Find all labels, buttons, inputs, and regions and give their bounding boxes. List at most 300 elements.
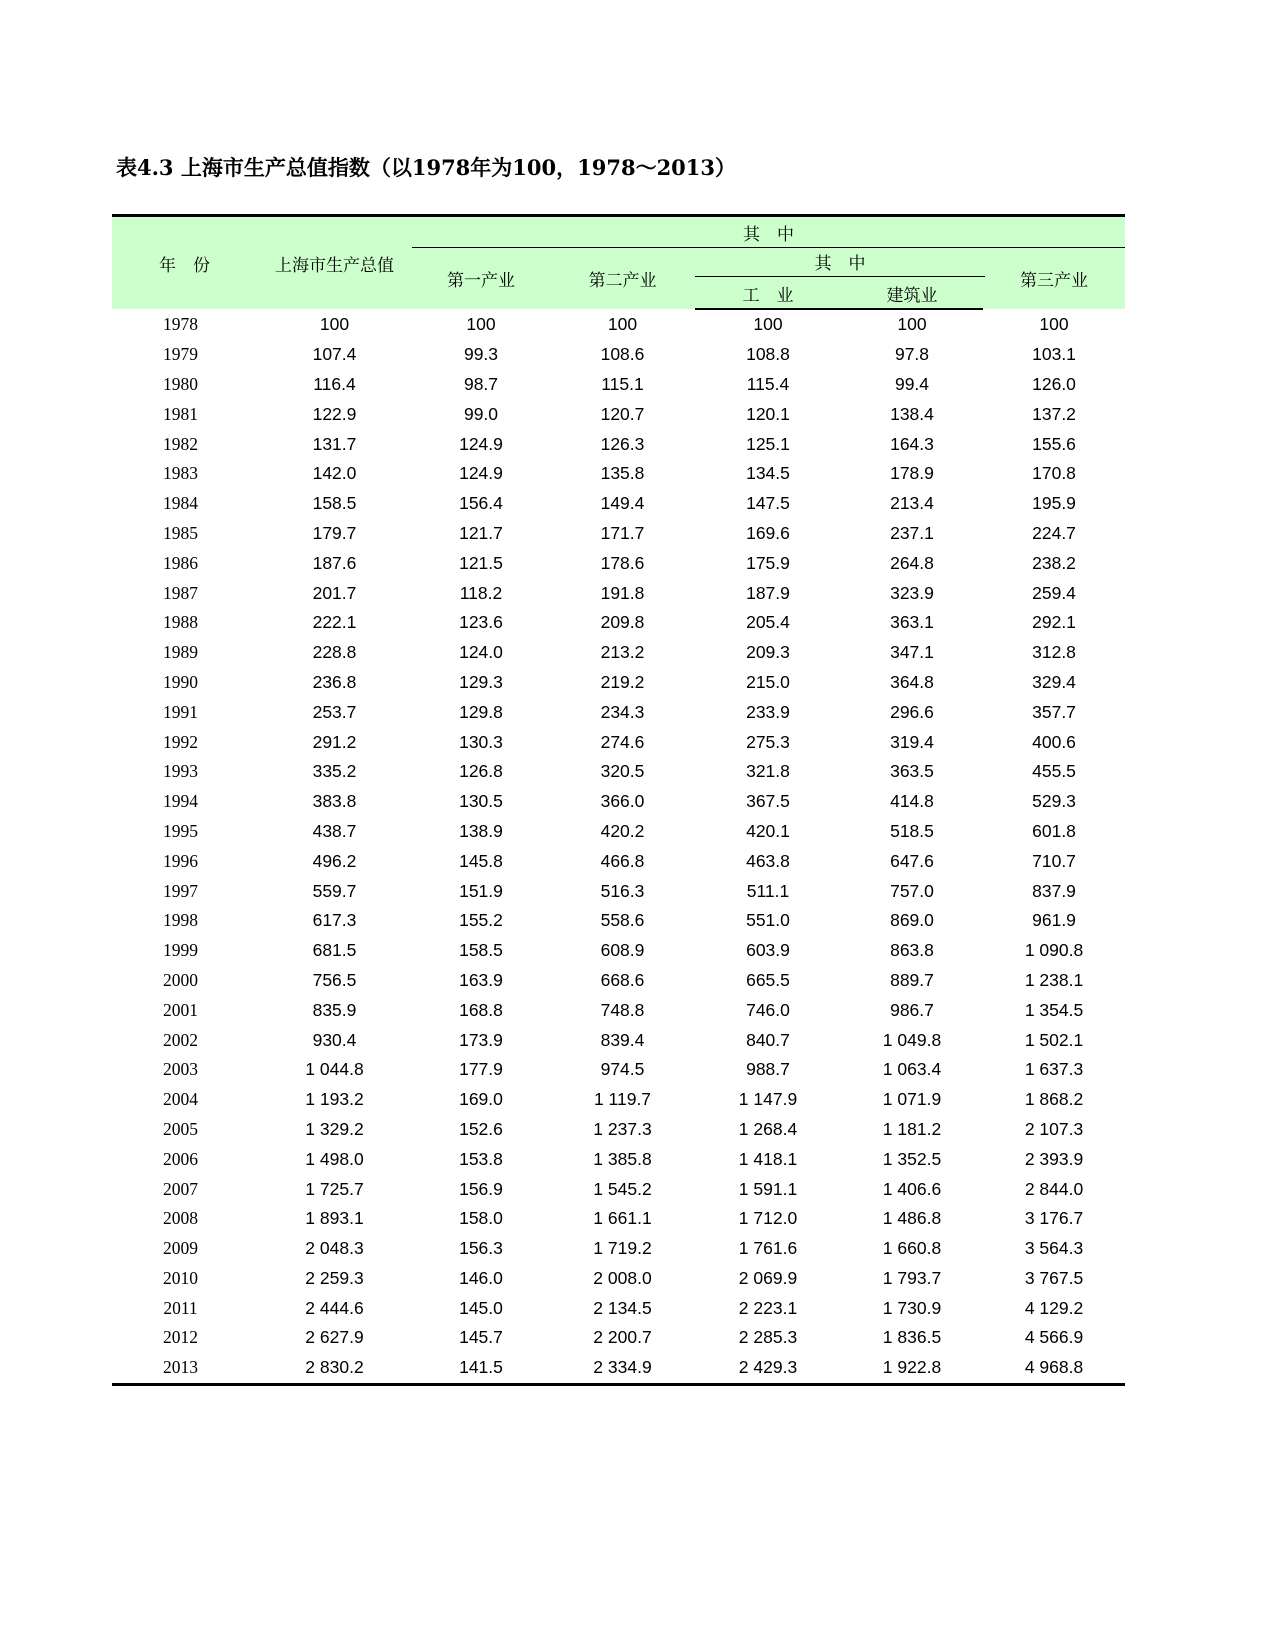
cell-year: 1987 <box>163 582 198 603</box>
header-year: 年 份 <box>112 216 257 310</box>
table-row <box>112 757 1125 787</box>
cell-year: 1986 <box>163 552 198 573</box>
cell-industry: 233.9 <box>746 701 790 722</box>
cell-tertiary: 357.7 <box>1032 701 1076 722</box>
cell-industry: 1 591.1 <box>738 1178 798 1199</box>
cell-secondary: 516.3 <box>600 880 645 901</box>
cell-industry: 205.4 <box>746 612 790 633</box>
header-of-which: 其 中 <box>412 216 1125 248</box>
cell-total: 930.4 <box>312 1029 357 1050</box>
cell-primary: 169.0 <box>459 1089 503 1110</box>
cell-primary: 118.2 <box>459 582 503 603</box>
cell-construction: 757.0 <box>890 880 934 901</box>
table-row <box>112 1055 1125 1085</box>
cell-secondary: 100 <box>607 313 638 334</box>
cell-industry: 511.1 <box>746 880 790 901</box>
cell-secondary: 209.8 <box>600 612 645 633</box>
cell-construction: 347.1 <box>890 642 934 663</box>
cell-secondary: 1 385.8 <box>593 1148 652 1169</box>
cell-primary: 124.0 <box>459 642 503 663</box>
cell-total: 383.8 <box>312 791 357 812</box>
table-row <box>112 876 1125 906</box>
cell-secondary: 1 119.7 <box>593 1089 652 1110</box>
cell-construction: 1 836.5 <box>882 1327 942 1348</box>
table-row <box>112 1234 1125 1264</box>
cell-tertiary: 2 844.0 <box>1024 1178 1084 1199</box>
cell-primary: 151.9 <box>459 880 503 901</box>
cell-secondary: 108.6 <box>600 344 645 365</box>
cell-year: 2005 <box>163 1118 198 1139</box>
cell-total: 756.5 <box>312 969 357 990</box>
cell-secondary: 839.4 <box>600 1029 645 1050</box>
cell-secondary: 2 334.9 <box>550 1353 695 1384</box>
cell-total: 1 893.1 <box>305 1208 364 1229</box>
table-row <box>112 1204 1125 1234</box>
table-row <box>112 1264 1125 1294</box>
cell-secondary: 115.1 <box>601 373 644 394</box>
cell-year: 1994 <box>163 791 198 812</box>
cell-year: 1995 <box>163 820 198 841</box>
cell-total: 2 830.2 <box>257 1353 412 1384</box>
cell-total: 116.4 <box>313 373 356 394</box>
cell-total: 559.7 <box>312 880 357 901</box>
cell-secondary: 1 237.3 <box>593 1118 652 1139</box>
cell-primary: 141.5 <box>412 1353 550 1384</box>
cell-year: 1983 <box>163 463 198 484</box>
cell-construction: 414.8 <box>890 791 934 812</box>
cell-industry: 1 147.9 <box>738 1089 798 1110</box>
table-row <box>112 578 1125 608</box>
cell-total: 2 048.3 <box>305 1238 364 1259</box>
cell-industry: 100 <box>753 314 783 335</box>
cell-total: 158.5 <box>312 493 357 514</box>
header-of-which-secondary-label: 其 中 <box>695 249 985 277</box>
cell-tertiary: 4 129.2 <box>1024 1297 1084 1318</box>
cell-construction: 1 063.4 <box>882 1059 942 1080</box>
cell-total: 228.8 <box>312 642 357 663</box>
cell-total: 100 <box>319 313 350 334</box>
cell-construction: 1 922.8 <box>841 1353 983 1384</box>
cell-year: 1980 <box>163 373 198 394</box>
cell-total: 291.2 <box>312 731 357 752</box>
cell-industry: 988.7 <box>746 1059 790 1080</box>
cell-primary: 158.5 <box>459 940 503 961</box>
cell-construction: 99.4 <box>894 373 930 394</box>
cell-tertiary: 259.4 <box>1032 582 1076 603</box>
cell-primary: 156.9 <box>459 1178 503 1199</box>
cell-primary: 155.2 <box>459 910 503 931</box>
cell-tertiary: 1 238.1 <box>1024 969 1084 990</box>
cell-year: 2003 <box>163 1059 198 1080</box>
cell-total: 107.4 <box>312 344 357 365</box>
cell-year: 2011 <box>163 1297 198 1318</box>
cell-total: 617.3 <box>312 910 357 931</box>
cell-primary: 168.8 <box>459 999 503 1020</box>
cell-total: 253.7 <box>312 701 357 722</box>
table-row <box>112 519 1125 549</box>
table-row <box>112 489 1125 519</box>
cell-year: 1984 <box>163 493 198 514</box>
cell-secondary: 608.9 <box>600 940 645 961</box>
cell-year: 2010 <box>163 1267 198 1288</box>
cell-total: 2 259.3 <box>305 1267 364 1288</box>
cell-primary: 145.7 <box>459 1327 503 1348</box>
cell-secondary: 149.4 <box>600 493 645 514</box>
cell-year: 2012 <box>163 1327 198 1348</box>
cell-tertiary: 195.9 <box>1032 493 1076 514</box>
cell-primary: 121.7 <box>459 522 503 543</box>
table-row <box>112 995 1125 1025</box>
cell-tertiary: 224.7 <box>1032 522 1076 543</box>
header-primary: 第一产业 <box>412 248 550 310</box>
cell-year: 2001 <box>163 999 198 1020</box>
cell-primary: 145.0 <box>459 1297 503 1318</box>
cell-primary: 156.3 <box>459 1238 503 1259</box>
table-header <box>112 216 1125 310</box>
table-row <box>112 727 1125 757</box>
cell-construction: 363.5 <box>890 761 934 782</box>
table-row <box>112 1115 1125 1145</box>
cell-year: 2009 <box>163 1238 198 1259</box>
cell-tertiary: 2 393.9 <box>1024 1148 1084 1169</box>
cell-total: 142.0 <box>312 463 357 484</box>
cell-construction: 1 486.8 <box>882 1208 942 1229</box>
cell-industry: 115.4 <box>746 373 790 394</box>
cell-year: 2004 <box>163 1089 198 1110</box>
cell-primary: 98.7 <box>463 373 499 394</box>
cell-total: 236.8 <box>312 671 357 692</box>
cell-tertiary: 1 502.1 <box>1024 1029 1084 1050</box>
cell-construction: 986.7 <box>890 999 934 1020</box>
cell-total: 187.6 <box>312 552 357 573</box>
cell-tertiary: 100 <box>1039 313 1069 334</box>
cell-total: 222.1 <box>312 612 357 633</box>
table-row <box>112 1144 1125 1174</box>
cell-tertiary: 2 107.3 <box>1024 1118 1084 1139</box>
cell-primary: 99.3 <box>463 344 499 365</box>
cell-secondary: 320.5 <box>600 761 645 782</box>
cell-industry: 840.7 <box>746 1029 790 1050</box>
cell-total: 1 498.0 <box>305 1148 364 1169</box>
cell-total: 131.7 <box>312 433 357 454</box>
cell-year: 1989 <box>163 642 198 663</box>
cell-tertiary: 238.2 <box>1032 552 1076 573</box>
cell-year: 2007 <box>163 1178 198 1199</box>
cell-primary: 129.8 <box>459 701 503 722</box>
cell-secondary: 274.6 <box>600 731 645 752</box>
cell-construction: 264.8 <box>890 552 934 573</box>
cell-construction: 869.0 <box>890 910 934 931</box>
header-total: 上海市生产总值 <box>257 216 412 310</box>
cell-industry: 108.8 <box>746 344 790 365</box>
cell-tertiary: 3 564.3 <box>1024 1238 1084 1259</box>
cell-secondary: 191.8 <box>600 582 645 603</box>
cell-total: 122.9 <box>312 403 357 424</box>
cell-tertiary: 170.8 <box>1032 463 1076 484</box>
cell-year: 1990 <box>163 671 198 692</box>
cell-tertiary: 601.8 <box>1032 820 1076 841</box>
cell-total: 496.2 <box>312 850 357 871</box>
cell-tertiary: 837.9 <box>1032 880 1076 901</box>
cell-year: 1985 <box>163 522 198 543</box>
cell-year: 1981 <box>163 403 198 424</box>
cell-total: 835.9 <box>312 999 357 1020</box>
cell-tertiary: 961.9 <box>1032 910 1076 931</box>
cell-industry: 603.9 <box>746 940 790 961</box>
table-row <box>112 1323 1125 1353</box>
cell-total: 2 444.6 <box>305 1297 364 1318</box>
cell-year: 2006 <box>163 1148 198 1169</box>
cell-total: 438.7 <box>312 820 357 841</box>
cell-tertiary: 137.2 <box>1032 403 1076 424</box>
cell-construction: 138.4 <box>890 403 934 424</box>
cell-construction: 1 660.8 <box>882 1238 942 1259</box>
cell-construction: 164.3 <box>890 433 934 454</box>
cell-construction: 178.9 <box>890 463 934 484</box>
table-row <box>112 429 1125 459</box>
cell-secondary: 171.7 <box>600 522 645 543</box>
cell-primary: 146.0 <box>459 1267 503 1288</box>
table-row <box>112 936 1125 966</box>
cell-total: 1 193.2 <box>305 1089 364 1110</box>
cell-secondary: 219.2 <box>600 671 645 692</box>
cell-industry: 215.0 <box>746 671 790 692</box>
cell-industry: 2 223.1 <box>738 1297 798 1318</box>
cell-primary: 138.9 <box>459 820 503 841</box>
table-body <box>112 309 1125 1384</box>
cell-construction: 889.7 <box>890 969 934 990</box>
cell-total: 1 044.8 <box>305 1059 364 1080</box>
cell-year: 2013 <box>112 1353 257 1384</box>
table-row <box>112 906 1125 936</box>
table-row <box>112 1085 1125 1115</box>
cell-industry: 1 761.6 <box>738 1238 798 1259</box>
cell-year: 2000 <box>163 969 198 990</box>
gdp-index-table-container <box>112 214 1125 1386</box>
cell-construction: 1 406.6 <box>882 1178 942 1199</box>
cell-tertiary: 400.6 <box>1032 731 1076 752</box>
table-row <box>112 846 1125 876</box>
table-row <box>112 1353 1125 1384</box>
cell-secondary: 126.3 <box>600 433 645 454</box>
cell-secondary: 178.6 <box>600 552 645 573</box>
cell-construction: 100 <box>897 314 927 335</box>
cell-construction: 647.6 <box>890 850 934 871</box>
table-row <box>112 1293 1125 1323</box>
cell-tertiary: 1 868.2 <box>1024 1089 1084 1110</box>
cell-year: 1991 <box>163 701 198 722</box>
cell-construction: 213.4 <box>890 493 934 514</box>
table-row <box>112 966 1125 996</box>
cell-primary: 145.8 <box>459 850 503 871</box>
cell-year: 2002 <box>163 1029 198 1050</box>
cell-secondary: 120.7 <box>600 403 645 424</box>
cell-primary: 130.3 <box>459 731 503 752</box>
cell-construction: 97.8 <box>894 344 930 365</box>
cell-industry: 746.0 <box>746 999 790 1020</box>
cell-secondary: 748.8 <box>600 999 645 1020</box>
cell-tertiary: 3 767.5 <box>1024 1267 1084 1288</box>
table-row <box>112 787 1125 817</box>
table-row <box>112 340 1125 370</box>
cell-primary: 158.0 <box>459 1208 503 1229</box>
cell-industry: 1 712.0 <box>738 1208 798 1229</box>
cell-primary: 173.9 <box>459 1029 503 1050</box>
cell-primary: 152.6 <box>459 1118 503 1139</box>
cell-primary: 121.5 <box>459 552 503 573</box>
cell-primary: 123.6 <box>459 612 503 633</box>
cell-secondary: 213.2 <box>600 642 645 663</box>
cell-year: 2008 <box>163 1208 198 1229</box>
cell-secondary: 2 134.5 <box>593 1297 652 1318</box>
cell-construction: 323.9 <box>890 582 934 603</box>
cell-secondary: 2 200.7 <box>593 1327 652 1348</box>
cell-industry: 120.1 <box>746 403 790 424</box>
cell-construction: 1 181.2 <box>882 1118 942 1139</box>
gdp-index-table <box>112 214 1125 1386</box>
cell-industry: 275.3 <box>746 731 790 752</box>
table-row <box>112 548 1125 578</box>
cell-tertiary: 1 354.5 <box>1024 999 1084 1020</box>
cell-year: 1997 <box>163 880 198 901</box>
cell-industry: 463.8 <box>746 850 790 871</box>
cell-tertiary: 312.8 <box>1032 642 1076 663</box>
cell-secondary: 1 661.1 <box>593 1208 652 1229</box>
cell-secondary: 135.8 <box>600 463 645 484</box>
table-row <box>112 697 1125 727</box>
cell-total: 335.2 <box>312 761 357 782</box>
cell-industry: 1 268.4 <box>738 1118 798 1139</box>
cell-year: 1999 <box>163 940 198 961</box>
cell-secondary: 1 545.2 <box>593 1178 652 1199</box>
cell-secondary: 558.6 <box>600 910 645 931</box>
cell-industry: 1 418.1 <box>738 1148 798 1169</box>
table-row <box>112 817 1125 847</box>
cell-construction: 363.1 <box>890 612 934 633</box>
table-row <box>112 1174 1125 1204</box>
cell-construction: 237.1 <box>890 522 934 543</box>
cell-industry: 367.5 <box>746 791 790 812</box>
cell-year: 1998 <box>163 910 198 931</box>
cell-industry: 134.5 <box>746 463 790 484</box>
cell-tertiary: 329.4 <box>1032 671 1076 692</box>
table-row <box>112 370 1125 400</box>
cell-industry: 187.9 <box>746 582 790 603</box>
cell-primary: 124.9 <box>459 463 503 484</box>
cell-primary: 126.8 <box>459 761 503 782</box>
table-title: 表4.3 上海市生产总值指数（以1978年为100，1978～2013） <box>116 155 737 180</box>
cell-construction: 1 793.7 <box>882 1267 942 1288</box>
cell-construction: 319.4 <box>890 731 934 752</box>
table-row <box>112 399 1125 429</box>
cell-industry: 2 285.3 <box>738 1327 798 1348</box>
cell-industry: 665.5 <box>746 969 790 990</box>
cell-year: 1979 <box>163 344 198 365</box>
cell-secondary: 974.5 <box>600 1059 645 1080</box>
cell-industry: 169.6 <box>746 522 790 543</box>
cell-construction: 1 049.8 <box>882 1029 942 1050</box>
cell-tertiary: 292.1 <box>1032 612 1076 633</box>
cell-total: 681.5 <box>312 940 357 961</box>
cell-primary: 100 <box>466 313 496 334</box>
cell-industry: 147.5 <box>746 493 790 514</box>
cell-tertiary: 103.1 <box>1032 344 1076 365</box>
cell-tertiary: 3 176.7 <box>1024 1208 1084 1229</box>
cell-industry: 321.8 <box>746 761 790 782</box>
cell-tertiary: 1 090.8 <box>1024 940 1084 961</box>
cell-year: 1996 <box>163 850 198 871</box>
table-row <box>112 608 1125 638</box>
cell-primary: 156.4 <box>459 493 503 514</box>
header-construction: 建筑业 <box>841 278 983 309</box>
cell-construction: 518.5 <box>890 820 934 841</box>
cell-industry: 420.1 <box>746 820 790 841</box>
cell-industry: 2 429.3 <box>695 1353 841 1384</box>
header-secondary: 第二产业 <box>550 248 695 310</box>
cell-secondary: 2 008.0 <box>593 1267 652 1288</box>
cell-primary: 153.8 <box>459 1148 503 1169</box>
cell-secondary: 466.8 <box>600 850 645 871</box>
cell-tertiary: 1 637.3 <box>1024 1059 1084 1080</box>
cell-construction: 364.8 <box>890 671 934 692</box>
cell-secondary: 234.3 <box>600 701 645 722</box>
cell-primary: 124.9 <box>459 433 503 454</box>
header-of-which-secondary <box>695 248 983 279</box>
cell-tertiary: 4 968.8 <box>983 1353 1125 1384</box>
cell-construction: 296.6 <box>890 701 934 722</box>
cell-construction: 863.8 <box>890 940 934 961</box>
table-row <box>112 1025 1125 1055</box>
cell-tertiary: 710.7 <box>1032 850 1076 871</box>
table-row <box>112 309 1125 340</box>
cell-secondary: 366.0 <box>600 791 645 812</box>
cell-construction: 1 352.5 <box>882 1148 942 1169</box>
cell-tertiary: 155.6 <box>1032 433 1076 454</box>
cell-construction: 1 071.9 <box>882 1089 942 1110</box>
cell-primary: 129.3 <box>459 671 503 692</box>
cell-construction: 1 730.9 <box>882 1297 942 1318</box>
cell-industry: 209.3 <box>746 642 790 663</box>
cell-industry: 175.9 <box>746 552 790 573</box>
cell-year: 1993 <box>163 761 198 782</box>
cell-primary: 163.9 <box>459 969 503 990</box>
cell-tertiary: 4 566.9 <box>1024 1327 1084 1348</box>
cell-secondary: 420.2 <box>600 820 645 841</box>
cell-industry: 551.0 <box>746 910 790 931</box>
cell-primary: 177.9 <box>459 1059 503 1080</box>
table-row <box>112 668 1125 698</box>
cell-year: 1992 <box>163 731 198 752</box>
cell-year: 1988 <box>163 612 198 633</box>
cell-total: 1 329.2 <box>305 1118 364 1139</box>
table-row <box>112 638 1125 668</box>
cell-year: 1982 <box>163 433 198 454</box>
cell-total: 2 627.9 <box>305 1327 364 1348</box>
cell-total: 1 725.7 <box>305 1178 364 1199</box>
cell-primary: 99.0 <box>463 403 499 424</box>
cell-year: 1978 <box>163 313 198 334</box>
cell-secondary: 1 719.2 <box>593 1238 652 1259</box>
cell-secondary: 668.6 <box>600 969 645 990</box>
cell-primary: 130.5 <box>459 791 503 812</box>
cell-total: 201.7 <box>312 582 357 603</box>
header-tertiary: 第三产业 <box>983 248 1125 310</box>
cell-industry: 2 069.9 <box>738 1267 798 1288</box>
cell-total: 179.7 <box>312 522 357 543</box>
cell-tertiary: 126.0 <box>1032 373 1076 394</box>
cell-industry: 125.1 <box>746 433 790 454</box>
cell-tertiary: 455.5 <box>1032 761 1076 782</box>
